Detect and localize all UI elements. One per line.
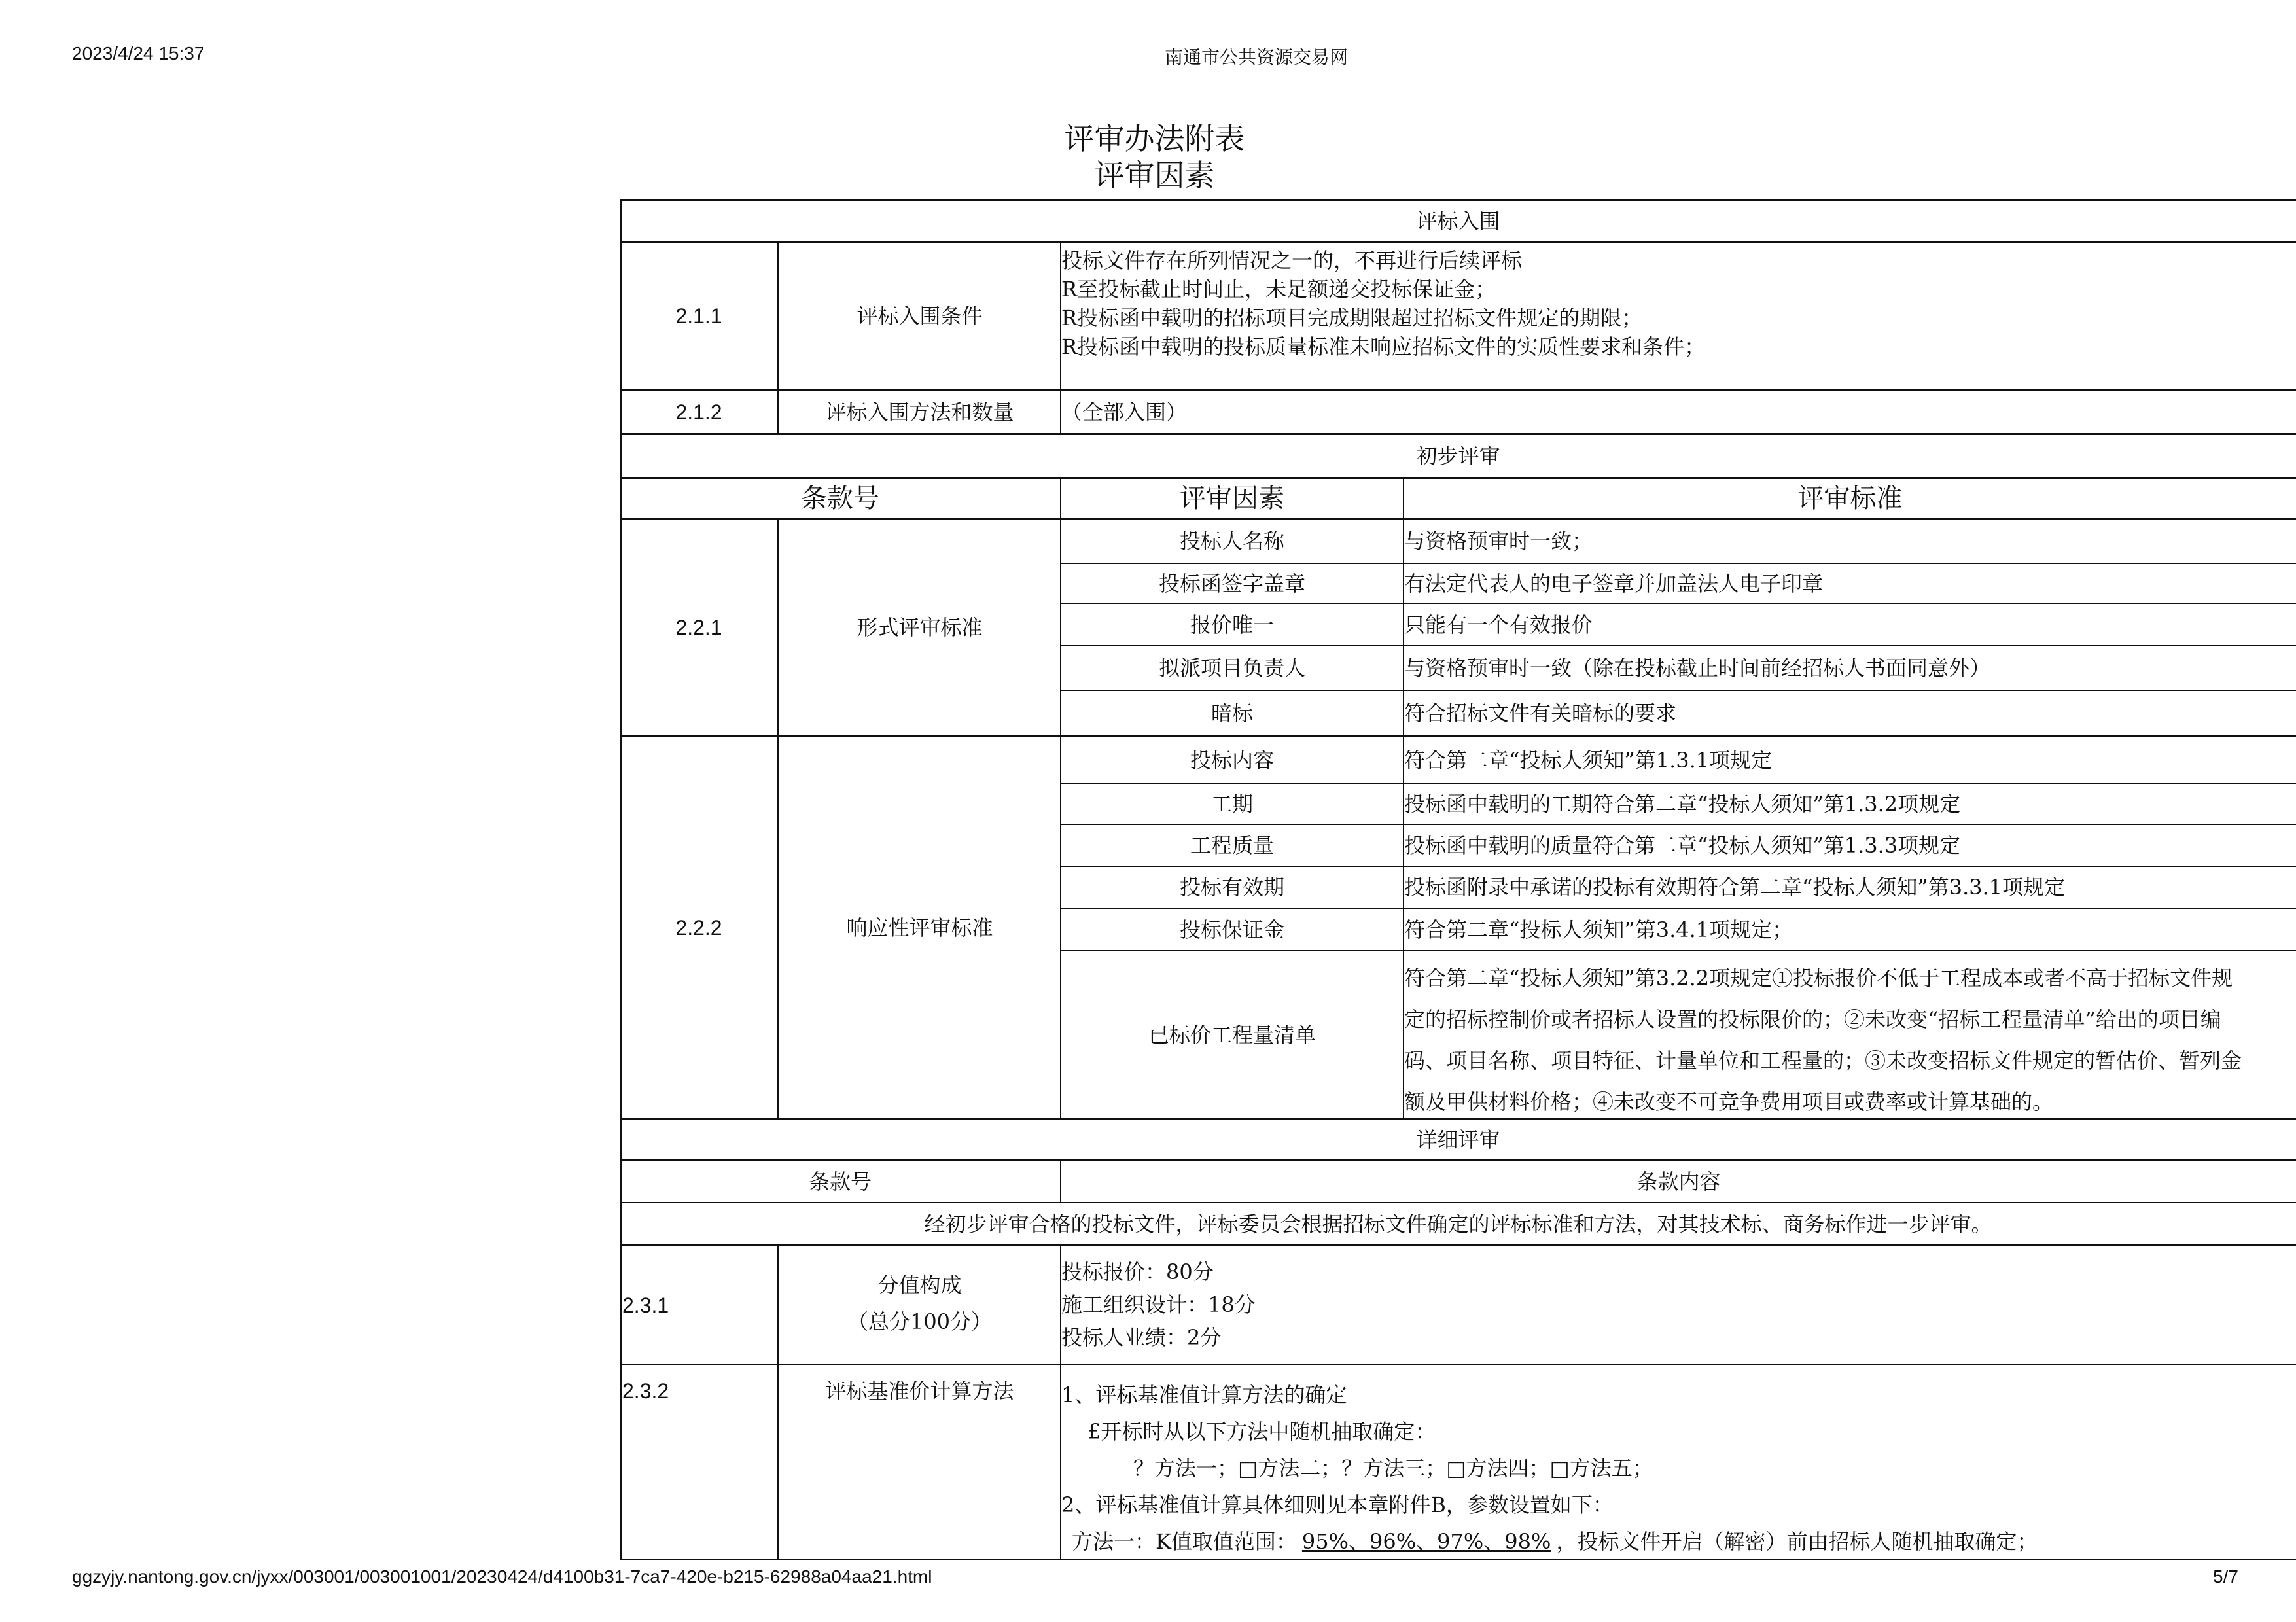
doc-title: 评审办法附表 [1064,121,1245,156]
review-standard: 符合第二章“投标人须知”第1.3.1项规定 [1404,747,1773,773]
standard-line: 额及甲供材料价格；④未改变不可竞争费用项目或费率或计算基础的。 [1404,1089,2054,1114]
condition-line: R至投标截止时间止，未足额递交投标保证金； [1061,277,1496,302]
section-heading-preliminary: 初步评审 [1416,444,1500,468]
method-line: 2、评标基准值计算具体细则见本章附件B，参数设置如下： [1061,1492,1614,1517]
method-line: 1、评标基准值计算方法的确定 [1061,1383,1347,1407]
column-header-factor: 评审因素 [1180,483,1284,514]
section-heading-shortlist: 评标入围 [1416,208,1500,234]
site-title: 南通市公共资源交易网 [1165,47,1349,67]
review-standard: 只能有一个有效报价 [1404,612,1593,637]
section-heading-detailed: 详细评审 [1416,1127,1500,1152]
column-header-standard: 评审标准 [1797,483,1903,514]
review-factor: 暗标 [1210,701,1253,726]
clause-number: 2.3.1 [622,1293,669,1317]
doc-subtitle: 评审因素 [1094,158,1215,193]
standard-line: 码、项目名称、项目特征、计量单位和工程量的；③未改变招标文件规定的暂估价、暂列金 [1404,1048,2242,1073]
method-line: £开标时从以下方法中随机抽取确定： [1087,1419,1436,1444]
clause-name: 响应性评审标准 [846,915,993,940]
column-header-clause: 条款号 [808,1169,872,1194]
condition-line: R投标函中载明的招标项目完成期限超过招标文件规定的期限； [1061,306,1643,330]
review-standard: 投标函附录中承诺的投标有效期符合第二章“投标人须知”第3.3.1项规定 [1404,875,2066,900]
review-factor: 工期 [1210,791,1253,817]
condition-line: R投标函中载明的投标质量标准未响应招标文件的实质性要求和条件； [1061,334,1706,359]
page-number: 5/7 [2213,1566,2238,1587]
review-standard: 投标函中载明的工期符合第二章“投标人须知”第1.3.2项规定 [1404,791,1961,817]
clause-number: 2.2.2 [675,916,722,940]
score-line: 投标人业绩：2分 [1061,1325,1222,1350]
review-standard: 有法定代表人的电子签章并加盖法人电子印章 [1404,571,1824,596]
clause-total: （总分100分） [847,1309,993,1334]
clause-name: 评标基准价计算方法 [825,1379,1014,1403]
benchmark-method-content [1061,1377,2296,1559]
review-factor: 拟派项目负责人 [1158,656,1305,680]
review-standard: 符合第二章“投标人须知”第3.4.1项规定； [1404,917,1793,942]
review-factor: 投标有效期 [1179,875,1284,900]
review-factor: 投标函签字盖章 [1158,571,1305,596]
clause-name: 形式评审标准 [857,615,983,640]
review-factor: 报价唯一 [1190,612,1274,637]
shortlist-conditions [1061,246,2296,389]
column-header-content: 条款内容 [1636,1169,1721,1194]
standard-line: 符合第二章“投标人须知”第3.2.2项规定①投标报价不低于工程成本或者不高于招标文件规 [1404,966,2233,991]
review-standard: 与资格预审时一致； [1404,529,1593,554]
clause-number: 2.2.1 [675,616,722,639]
review-factor: 工程质量 [1190,833,1274,858]
score-line: 施工组织设计：18分 [1061,1292,1256,1317]
clause-number: 2.3.2 [622,1379,669,1403]
score-composition-name [779,1267,1060,1364]
review-standard-priced-bq [1404,958,2296,1118]
method-options: ？方法一；□方法二；？方法三；□方法四；□方法五； [1133,1456,1653,1481]
detailed-intro: 经初步评审合格的投标文件，评标委员会根据招标文件确定的评标标准和方法，对其技术标、商务标作进一步评审。 [924,1211,1992,1237]
review-factor: 投标内容 [1190,747,1274,773]
shortlist-method-value: （全部入围） [1061,399,1188,425]
k-value-range: 95%、96%、97%、98% [1301,1529,1551,1554]
clause-name: 分值构成 [877,1273,962,1297]
score-composition-list [1061,1256,2296,1364]
review-standard: 符合招标文件有关暗标的要求 [1404,701,1677,726]
clause-name: 评标入围条件 [857,304,983,328]
k-value-note: ，投标文件开启（解密）前由招标人随机抽取确定； [1556,1529,2038,1554]
review-factor: 已标价工程量清单 [1148,1022,1316,1048]
review-factor: 投标人名称 [1179,529,1284,554]
print-timestamp: 2023/4/24 15:37 [72,43,205,63]
score-line: 投标报价：80分 [1061,1260,1214,1284]
clause-number: 2.1.2 [675,400,722,424]
review-standard: 与资格预审时一致（除在投标截止时间前经招标人书面同意外） [1404,656,1991,680]
review-factor: 投标保证金 [1179,917,1284,942]
standard-line: 定的招标控制价或者招标人设置的投标限价的；②未改变“招标工程量清单”给出的项目编 [1404,1007,2221,1032]
page-url[interactable]: ggzyjy.nantong.gov.cn/jyxx/003001/003001001/20230424/d4100b31-7ca7-420e-b215-62988a04aa21.html [72,1566,932,1587]
evaluation-table [620,199,2296,1560]
k-value-line [1061,1523,2296,1560]
clause-number: 2.1.1 [675,304,722,328]
column-header-clause: 条款号 [801,483,879,514]
clause-name: 评标入围方法和数量 [825,399,1014,425]
condition-line: 投标文件存在所列情况之一的，不再进行后续评标 [1061,248,1523,273]
review-standard: 投标函中载明的质量符合第二章“投标人须知”第1.3.3项规定 [1404,833,1961,858]
k-value-label: 方法一：K值取值范围： [1072,1529,1297,1554]
